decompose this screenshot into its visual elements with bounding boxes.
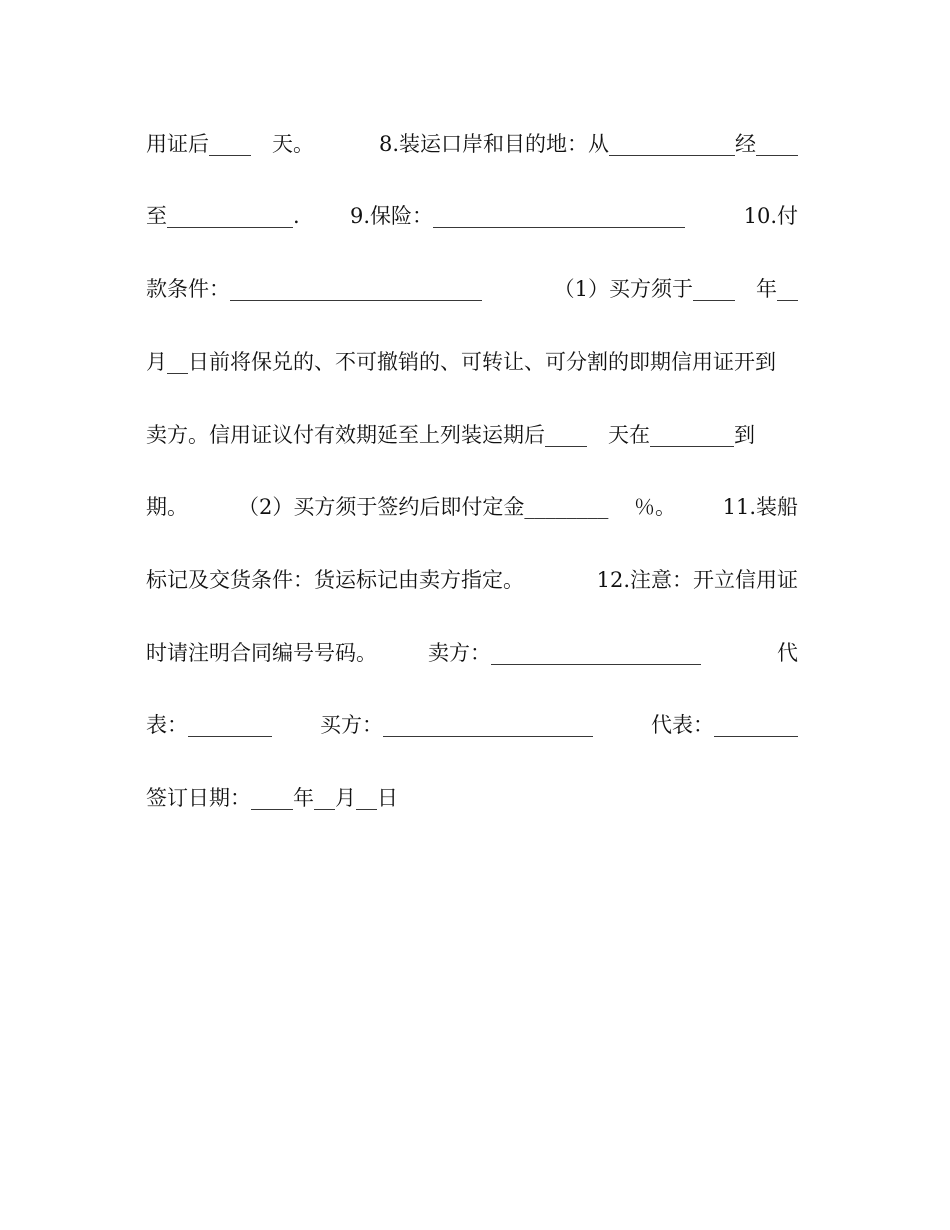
text-segment: 用证后____ 天。 bbox=[146, 132, 314, 156]
text-segment: 11.装船 bbox=[722, 495, 798, 519]
text-line-10 bbox=[146, 783, 798, 813]
text-segment: 期。 bbox=[146, 495, 188, 519]
text-segment: 标记及交货条件：货运标记由卖方指定。 bbox=[146, 568, 524, 592]
text-line-3 bbox=[146, 274, 798, 304]
text-segment: 代 bbox=[777, 641, 798, 665]
text-segment: 签订日期：____年__月__日 bbox=[146, 786, 398, 810]
text-segment: （1）买方须于____ 年__ bbox=[553, 277, 798, 301]
text-segment: 卖方。信用证议付有效期延至上列装运期后____ 天在________到 bbox=[146, 423, 755, 447]
text-line-2 bbox=[146, 201, 798, 231]
text-segment: 10.付 bbox=[743, 204, 798, 228]
text-line-1 bbox=[146, 129, 798, 159]
text-segment: 月__日前将保兑的、不可撤销的、可转让、可分割的即期信用证开到 bbox=[146, 350, 776, 374]
text-line-4 bbox=[146, 347, 798, 377]
text-line-7 bbox=[146, 565, 798, 595]
text-segment: 9.保险：________________________ bbox=[350, 204, 686, 228]
text-segment: ％。 bbox=[634, 495, 676, 519]
text-segment: 款条件：________________________ bbox=[146, 277, 482, 301]
text-segment: 代表：________ bbox=[651, 713, 798, 737]
text-segment: 至____________. bbox=[146, 204, 300, 228]
text-segment: 表：________ bbox=[146, 713, 272, 737]
text-segment: （2）买方须于签约后即付定金________ bbox=[238, 495, 609, 519]
text-segment: 8.装运口岸和目的地：从____________经____ bbox=[378, 132, 798, 156]
text-line-8 bbox=[146, 638, 798, 668]
text-segment: 12.注意：开立信用证 bbox=[596, 568, 798, 592]
text-segment: 卖方：____________________ bbox=[428, 641, 701, 665]
text-line-5 bbox=[146, 420, 798, 450]
text-segment: 买方：____________________ bbox=[320, 713, 593, 737]
text-line-6 bbox=[146, 492, 798, 522]
text-segment: 时请注明合同编号号码。 bbox=[146, 641, 377, 665]
text-line-9 bbox=[146, 710, 798, 740]
